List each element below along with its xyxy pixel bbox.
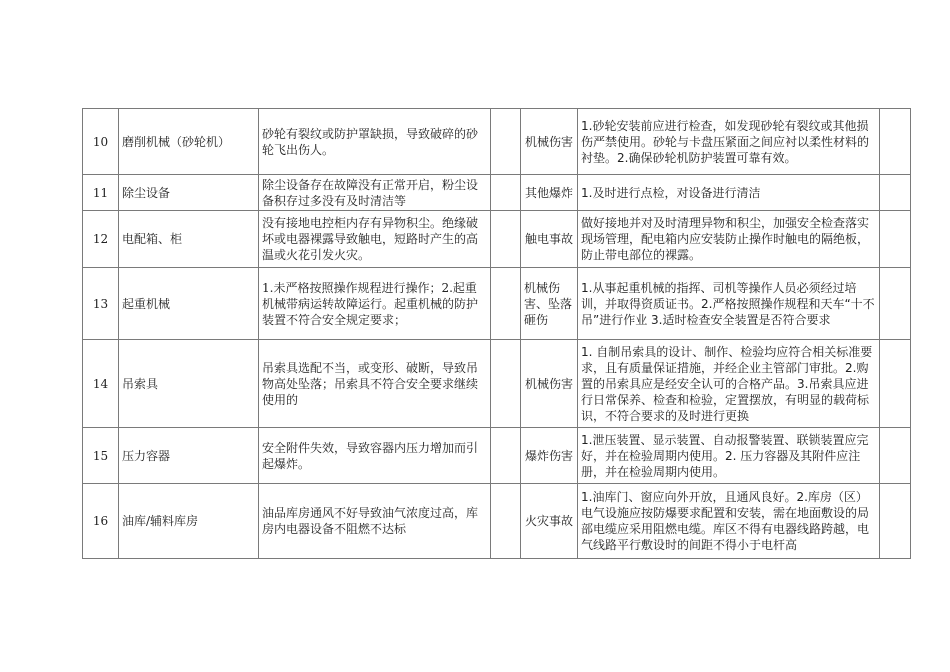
control-measure: 1.油库门、窗应向外开放，且通风良好。2.库房（区）电气设施应按防爆要求配置和安装，需在地面敷设的局部电缆应采用阻燃电缆。库区不得有电器线路跨越，电气线路平行敷设时的间距不得小于电杆高 — [578, 484, 880, 559]
hazard-cause: 吊索具选配不当，或变形、破断，导致吊物高处坠落；吊索具不符合安全要求继续使用的 — [259, 340, 491, 428]
blank-cell — [880, 484, 911, 559]
blank-cell — [880, 428, 911, 484]
hazard-item: 起重机械 — [119, 268, 259, 340]
row-number: 15 — [83, 428, 119, 484]
accident-type: 触电事故 — [521, 211, 578, 268]
blank-cell — [491, 175, 521, 211]
blank-cell — [880, 109, 911, 175]
control-measure: 1.砂轮安装前应进行检查，如发现砂轮有裂纹或其他损伤严禁使用。砂轮与卡盘压紧面之间应衬以柔性材料的衬垫。2.确保砂轮机防护装置可靠有效。 — [578, 109, 880, 175]
table-row — [83, 211, 911, 268]
control-measure: 1. 自制吊索具的设计、制作、检验均应符合相关标准要求，且有质量保证措施，并经企业主管部门审批。2.购置的吊索具应是经安全认可的合格产品。3.吊索具应进行日常保养、检查和检验，定置摆放，有明显的载荷标识，不符合要求的及时进行更换 — [578, 340, 880, 428]
accident-type: 机械伤害 — [521, 109, 578, 175]
blank-cell — [491, 484, 521, 559]
row-number: 14 — [83, 340, 119, 428]
row-number: 12 — [83, 211, 119, 268]
blank-cell — [491, 211, 521, 268]
hazard-cause: 安全附件失效，导致容器内压力增加而引起爆炸。 — [259, 428, 491, 484]
hazard-item: 压力容器 — [119, 428, 259, 484]
row-number: 10 — [83, 109, 119, 175]
control-measure: 做好接地并对及时清理异物和积尘，加强安全检查落实现场管理，配电箱内应安装防止操作时触电的隔绝板，防止带电部位的裸露。 — [578, 211, 880, 268]
blank-cell — [491, 428, 521, 484]
table-row — [83, 268, 911, 340]
hazard-item: 电配箱、柜 — [119, 211, 259, 268]
hazard-item: 吊索具 — [119, 340, 259, 428]
row-number: 11 — [83, 175, 119, 211]
accident-type: 火灾事故 — [521, 484, 578, 559]
hazard-cause: 1.未严格按照操作规程进行操作；2.起重机械带病运转故障运行。起重机械的防护装置不符合安全规定要求； — [259, 268, 491, 340]
accident-type: 其他爆炸 — [521, 175, 578, 211]
blank-cell — [491, 268, 521, 340]
hazard-cause: 砂轮有裂纹或防护罩缺损，导致破碎的砂轮飞出伤人。 — [259, 109, 491, 175]
hazard-cause: 油品库房通风不好导致油气浓度过高，库房内电器设备不阻燃不达标 — [259, 484, 491, 559]
accident-type: 爆炸伤害 — [521, 428, 578, 484]
blank-cell — [880, 175, 911, 211]
hazard-item: 磨削机械（砂轮机） — [119, 109, 259, 175]
table-row — [83, 175, 911, 211]
blank-cell — [491, 340, 521, 428]
control-measure: 1.从事起重机械的指挥、司机等操作人员必须经过培训，并取得资质证书。2.严格按照操作规程和天车“十不吊”进行作业 3.适时检查安全装置是否符合要求 — [578, 268, 880, 340]
hazard-table — [82, 108, 911, 559]
row-number: 13 — [83, 268, 119, 340]
blank-cell — [880, 268, 911, 340]
hazard-item: 油库/辅料库房 — [119, 484, 259, 559]
control-measure: 1.及时进行点检，对设备进行清洁 — [578, 175, 880, 211]
table-row — [83, 428, 911, 484]
table-row — [83, 340, 911, 428]
blank-cell — [880, 211, 911, 268]
hazard-cause: 没有接地电控柜内存有异物积尘。绝缘破坏或电器裸露导致触电，短路时产生的高温或火花引发火灾。 — [259, 211, 491, 268]
hazard-cause: 除尘设备存在故障没有正常开启，粉尘设备积存过多没有及时清洁等 — [259, 175, 491, 211]
blank-cell — [491, 109, 521, 175]
blank-cell — [880, 340, 911, 428]
accident-type: 机械伤害、坠落砸伤 — [521, 268, 578, 340]
hazard-item: 除尘设备 — [119, 175, 259, 211]
accident-type: 机械伤害 — [521, 340, 578, 428]
table-row — [83, 484, 911, 559]
row-number: 16 — [83, 484, 119, 559]
table-row — [83, 109, 911, 175]
control-measure: 1.泄压装置、显示装置、自动报警装置、联锁装置应完好，并在检验周期内使用。2. 压力容器及其附件应注册，并在检验周期内使用。 — [578, 428, 880, 484]
